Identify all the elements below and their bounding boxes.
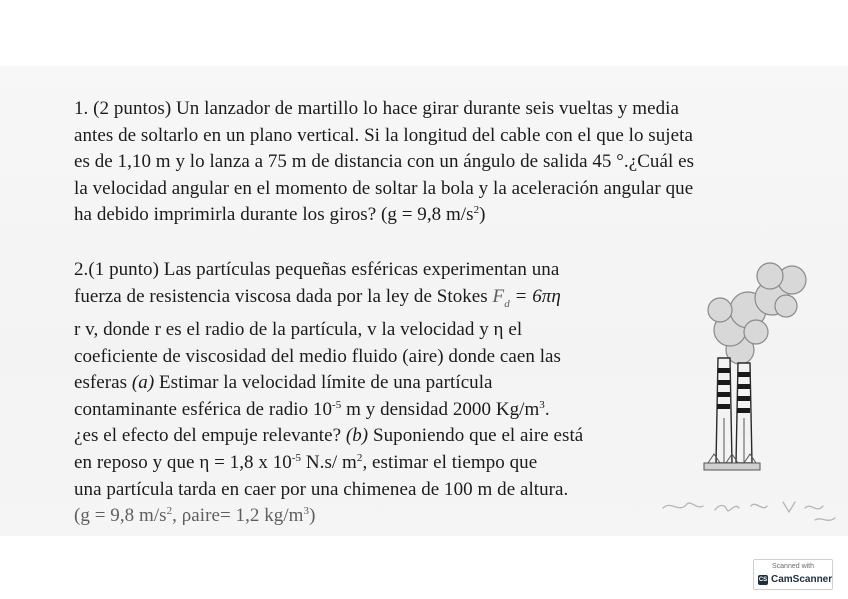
problem-2-line xyxy=(74,423,692,450)
part-b-label: (b) xyxy=(345,425,369,447)
exponent: -5 xyxy=(291,451,302,464)
problem-1-line: 1. (2 puntos) Un lanzador de martillo lo hace girar durante seis vueltas y media xyxy=(74,98,679,119)
problem-2-line xyxy=(74,503,692,530)
problem-2-line-text: contaminante esférica de radio 10 xyxy=(74,398,333,420)
stokes-formula: = 6πη xyxy=(509,285,561,307)
problem-2-line xyxy=(74,450,692,477)
problem-1-line-text: ha debido imprimirla durante los giros? (g = 9,8 m/s xyxy=(74,204,474,226)
problem-2-line-text: , ρaire= 1,2 kg/m xyxy=(172,505,304,527)
problem-1-line: la velocidad angular en el momento de soltar la bola y la aceleración angular que xyxy=(74,177,694,199)
exponent: 3 xyxy=(303,505,310,518)
problem-2-line: una partícula tarda en caer por una chimenea de 100 m de altura. xyxy=(74,478,569,500)
closing-paren: ) xyxy=(479,204,486,226)
problem-2-line-text: N.s/ m xyxy=(301,451,357,473)
problem-1-text xyxy=(74,96,802,229)
problem-2-line-text: (g = 9,8 m/s xyxy=(74,505,167,527)
problem-2-line-text: m y densidad 2000 Kg/m xyxy=(341,398,540,420)
part-a-label: (a) xyxy=(131,372,155,394)
problem-2-line: coeficiente de viscosidad del medio fluido (aire) donde caen las xyxy=(74,345,561,367)
problem-2-line-text: Suponiendo que el aire está xyxy=(368,425,584,447)
problem-2-line-text: fuerza de resistencia viscosa dada por la ley de Stokes xyxy=(74,285,493,307)
watermark-caption: Scanned with xyxy=(771,563,815,570)
problem-2-line-text: esferas xyxy=(74,372,132,394)
problem-2-line-text: . xyxy=(544,398,550,420)
camscanner-logo-icon: CS xyxy=(758,577,768,583)
problem-1-line xyxy=(74,202,802,229)
problem-2-line: r v, donde r es el radio de la partícula, v la velocidad y η el xyxy=(74,318,523,340)
stokes-force-symbol: F xyxy=(492,285,505,307)
problem-2-line: 2.(1 punto) Las partículas pequeñas esféricas experimentan una xyxy=(74,259,560,280)
problem-2-line-text: en reposo y que η = 1,8 x 10 xyxy=(74,451,292,473)
problem-2-line-text: ¿es el efecto del empuje relevante? xyxy=(74,425,346,447)
camscanner-watermark xyxy=(753,559,833,590)
exponent: -5 xyxy=(332,398,342,411)
problem-1-line: es de 1,10 m y lo lanza a 75 m de distancia con un ángulo de salida 45 °.¿Cuál es xyxy=(74,151,695,173)
problem-2-line-text: , estimar el tiempo que xyxy=(362,451,538,473)
problem-2-line-text: Estimar la velocidad límite de una partícula xyxy=(154,372,493,394)
handwriting-marks xyxy=(655,488,845,528)
problem-2-line xyxy=(74,370,692,397)
factory-chimneys-smoke-icon xyxy=(700,258,810,478)
watermark-name: CamScanner xyxy=(771,574,833,585)
exponent: 3 xyxy=(539,398,545,411)
problem-2-text xyxy=(74,257,692,530)
stokes-force-subscript: d xyxy=(504,297,510,310)
problem-2-line xyxy=(74,284,692,317)
exponent: 2 xyxy=(473,204,480,217)
exponent: 2 xyxy=(356,451,363,464)
problem-1-line: antes de soltarlo en un plano vertical. Si la longitud del cable con el que lo sujeta xyxy=(74,124,693,146)
problem-2-line-text: ) xyxy=(309,505,316,527)
problem-2-line xyxy=(74,397,692,424)
exponent: 2 xyxy=(166,505,173,518)
